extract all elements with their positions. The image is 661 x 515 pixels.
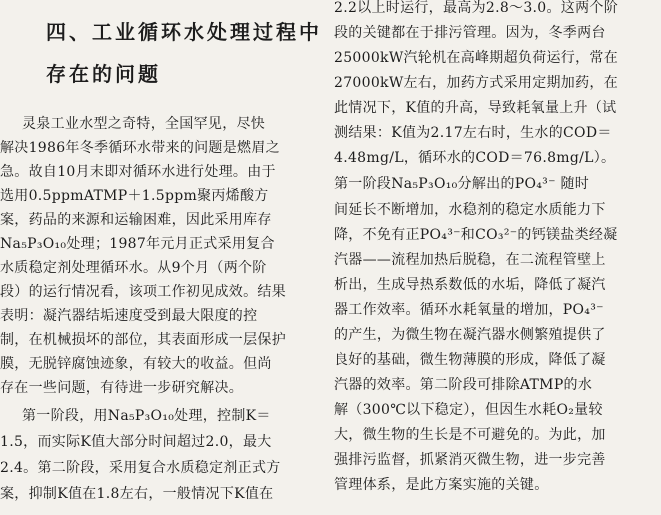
paragraph-line: 间延长不断增加，水稳剂的稳定水质能力下 [334, 202, 606, 218]
paragraph-line: 4.48mg/L，循环水的COD＝76.8mg/L）。 [334, 150, 616, 166]
paragraph-line: 析出，生成导热系数低的水垢，降低了凝汽 [334, 277, 606, 293]
paragraph-line: 选用0.5ppmATMP＋1.5ppm聚丙烯酸方 [0, 188, 269, 204]
paragraph-line: 水质稳定剂处理循环水。从9个月（两个阶 [0, 260, 267, 276]
paragraph-line: 存在一些问题，有待进一步研究解决。 [0, 380, 244, 396]
paragraph-line: 2.4。第二阶段，采用复合水质稳定剂正式方 [0, 460, 281, 476]
paragraph-line: 制，在机械损坏的部位，其表面形成一层保护 [0, 332, 286, 348]
paragraph-line: 此情况下，K值的升高，导致耗氧量上升（试 [334, 100, 617, 116]
paragraph-line: 汽器的效率。第二阶段可排除ATMP的水 [334, 377, 593, 393]
paragraph-line: 测结果：K值为2.17左右时，生水的COD＝ [334, 125, 612, 141]
paragraph-line: 表明：凝汽器结垢速度受到最大限度的控 [0, 308, 258, 324]
paragraph-line: 汽器——流程加热后脱稳，在二流程管壁上 [334, 252, 606, 268]
paragraph-line: 段）的运行情况看，该项工作初见成效。结果 [0, 284, 286, 300]
paragraph-line: 膜，无脱锌腐蚀迹象，有较大的收益。但尚 [0, 356, 272, 372]
paragraph-line: 第一阶段，用Na₅P₃O₁₀处理，控制K＝ [22, 408, 271, 424]
paragraph-line: 第一阶段Na₅P₃O₁₀分解出的PO₄³⁻ 随时 [334, 176, 590, 192]
paragraph-line: 2.2以上时运行，最高为2.8～3.0。这两个阶 [334, 0, 618, 16]
paragraph-line: Na₅P₃O₁₀处理；1987年元月正式采用复合 [0, 236, 275, 252]
paragraph-line: 的产生，为微生物在凝汽器水侧繁殖提供了 [334, 327, 606, 343]
paragraph-line: 降，不免有正PO₄³⁻和CO₃²⁻的钙镁盐类经凝 [334, 227, 618, 243]
paragraph-line: 急。故自10月末即对循环水进行处理。由于 [0, 164, 276, 180]
paragraph-line: 25000kW汽轮机在高峰期超负荷运行，常在 [334, 50, 619, 66]
paragraph-line: 大，微生物的生长是不可避免的。为此，加 [334, 427, 606, 443]
paragraph-line: 器工作效率。循环水耗氧量的增加，PO₄³⁻ [334, 302, 604, 318]
paragraph-line: 管理体系，是此方案实施的关键。 [334, 477, 549, 493]
paragraph-line: 案，药品的来源和运输困难，因此采用库存 [0, 212, 272, 228]
paragraph-line: 良好的基础，微生物薄膜的形成，降低了凝 [334, 352, 606, 368]
paragraph-line: 1.5，而实际K值大部分时间超过2.0，最大 [0, 434, 272, 450]
paragraph-line: 27000kW左右，加药方式采用定期加药，在 [334, 75, 619, 91]
paragraph-line: 段的关键都在于排污管理。因为，冬季两台 [334, 25, 606, 41]
section-heading-line-1: 四、工业循环水处理过程中 [46, 20, 322, 44]
paragraph-line: 解决1986年冬季循环水带来的问题是燃眉之 [0, 140, 280, 156]
paragraph-line: 案，抑制K值在1.8左右，一般情况下K值在 [0, 486, 274, 502]
paragraph-line: 强排污监督，抓紧消灭微生物，进一步完善 [334, 452, 606, 468]
section-heading-line-2: 存在的问题 [46, 62, 161, 86]
paragraph-line: 解（300℃以下稳定），但因生水耗O₂量较 [334, 402, 603, 418]
paragraph-line: 灵泉工业水型之奇特，全国罕见，尽快 [22, 116, 266, 132]
